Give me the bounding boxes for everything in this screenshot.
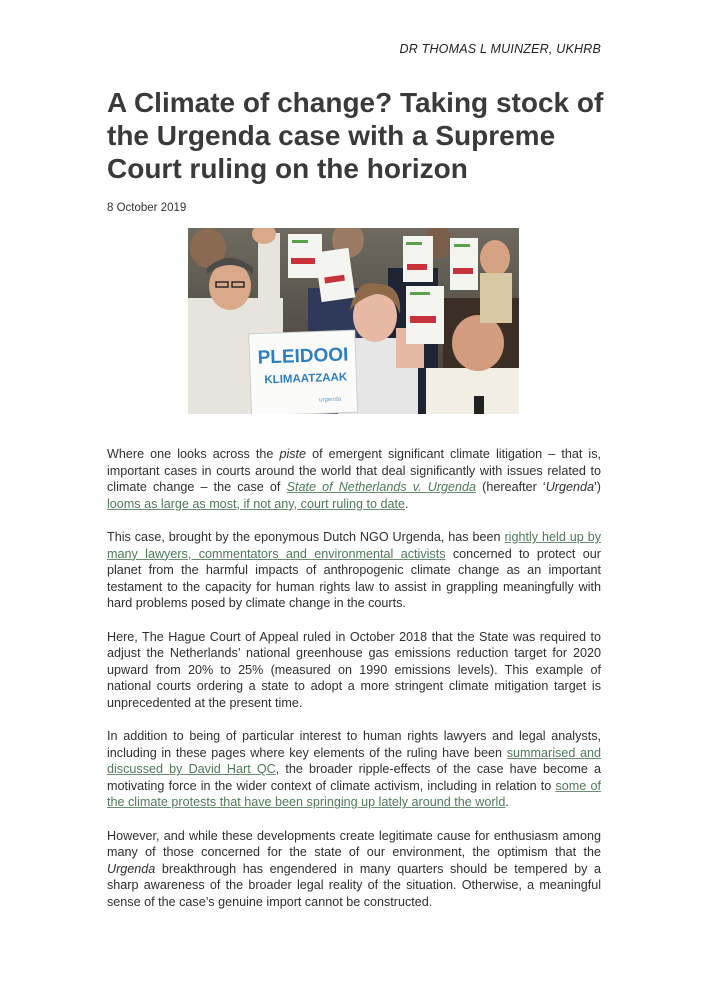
sign-logo: urgenda xyxy=(319,396,342,404)
paragraph-2 xyxy=(107,529,601,612)
text-run: Where one looks across the xyxy=(107,447,280,461)
italic-text: piste xyxy=(279,447,307,461)
text-run: Here, The Hague Court of Appeal ruled in October 2018 that the State was required to adjust the Netherlands’ national greenhouse gas emissions reduction target for 2020 upward from 20% to 25% (measured on 1990 emissions levels). This example of national courts ordering a state to adopt a more stringent climate mitigation target is unprecedented at the present time. xyxy=(107,629,601,710)
pleidooi-sign xyxy=(249,330,358,414)
photo-illustration xyxy=(188,228,519,414)
author-name: DR THOMAS L MUINZER, UKHRB xyxy=(399,42,601,56)
article-body xyxy=(107,446,601,927)
looms-large-link[interactable]: looms as large as most, if not any, court ruling to date xyxy=(107,496,405,511)
text-run: of emergent significant climate litigation – that is, important cases in courts around the world that deal significantly with issues related to climate change – the case of xyxy=(107,447,601,495)
italic-text: Urgenda xyxy=(107,861,156,876)
text-run: In addition to being of particular interest to human rights lawyers and legal analysts, including in these pages where key elements of the ruling have been xyxy=(107,729,601,760)
sign-line-2: KLIMAATZAAK xyxy=(264,371,348,387)
held-up-link[interactable]: rightly held up by many lawyers, commentators and environmental activists xyxy=(107,529,601,561)
text-run: However, and while these developments create legitimate cause for enthusiasm among many of those concerned for the state of our environment, the optimism that the xyxy=(107,828,601,860)
david-hart-link[interactable]: summarised and discussed by David Hart QC xyxy=(107,745,601,777)
text-run: This case, brought by the eponymous Dutch NGO Urgenda, has been xyxy=(107,529,505,544)
paragraph-5 xyxy=(107,828,601,911)
protest-photo xyxy=(188,228,519,414)
text-run: (hereafter ‘ xyxy=(476,480,546,495)
urgenda-case-link[interactable] xyxy=(287,480,476,494)
text-run: concerned to protect our planet from the harmful impacts of anthropogenic climate change as an important testament to the capacity for human rights law to assist in grappling meaningfully with hard problems posed by climate change in the courts. xyxy=(107,546,602,611)
text-run: . xyxy=(404,496,409,511)
text-run: breakthrough has engendered in many quarters should be tempered by a sharp awareness of the broader legal reality of the situation. Otherwise, a meaningful sense of the case’s genuine import cannot be constructed. xyxy=(107,861,601,910)
article-date: 8 October 2019 xyxy=(107,202,187,214)
paragraph-1 xyxy=(107,446,601,512)
text-run: ’) xyxy=(594,480,601,495)
sign-line-1: PLEIDOOI xyxy=(257,344,349,369)
paragraph-3 xyxy=(107,629,601,712)
link-text: State of Netherlands v. Urgenda xyxy=(286,480,477,495)
article-title: A Climate of change? Taking stock of the Urgenda case with a Supreme Court ruling on the horizon xyxy=(107,87,604,184)
climate-protests-link[interactable]: some of the climate protests that have been springing up lately around the world xyxy=(107,778,601,810)
paragraph-4 xyxy=(107,728,601,811)
italic-text: Urgenda xyxy=(545,480,594,495)
text-run: , the broader ripple-effects of the case have become a motivating force in the wider context of climate activism, including in relation to xyxy=(107,762,602,793)
text-run: . xyxy=(505,795,509,810)
